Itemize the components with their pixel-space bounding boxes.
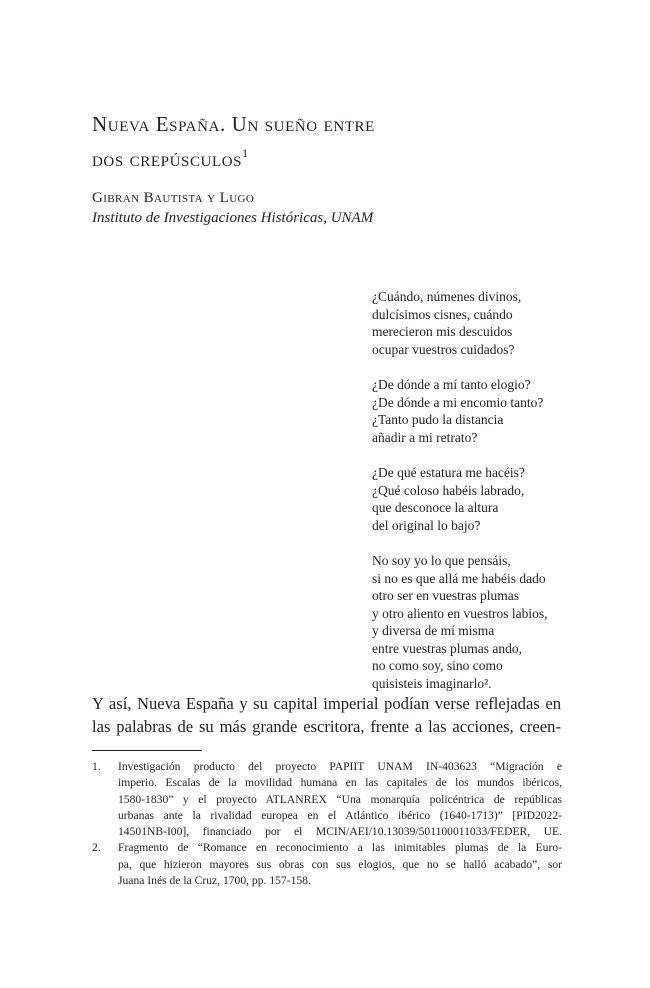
poem-line: y otro aliento en vuestros labios,	[372, 605, 548, 621]
footnote-2	[92, 840, 562, 889]
poem-line: ocupar vuestros cuidados?	[372, 341, 515, 357]
poem-stanza	[372, 376, 572, 446]
title-footnote-ref[interactable]: 1	[242, 146, 249, 160]
poem-line: No soy yo lo que pensáis,	[372, 552, 511, 568]
poem-line: ¿Cuándo, númenes divinos,	[372, 289, 522, 304]
poem-line: ¿De dónde a mí tanto elogio?	[372, 376, 531, 392]
footnote-1	[92, 759, 562, 840]
footnote-divider	[92, 750, 202, 751]
footnote-line: 1580-1830” y el proyecto ATLANREX “Una monarquía policéntrica de repúblicas	[118, 792, 562, 806]
poem-line: merecieron mis descuidos	[372, 324, 513, 340]
poem-stanza	[372, 552, 572, 693]
poem-line: no como soy, sino como	[372, 658, 503, 674]
poem-line: ¿Qué coloso habéis labrado,	[372, 482, 525, 498]
footnote-line: imperio. Escalas de la movilidad humana en las capitales de los mundos ibéricos,	[118, 776, 562, 790]
footnote-line: Investigación producto del proyecto PAPIIT UNAM IN-403623 “Migración e	[118, 760, 562, 773]
footnote-line: Juana Inés de la Cruz, 1700, pp. 157-158.	[118, 874, 311, 888]
footnote-line: urbanas ante la rivalidad europea en el Atlántico ibérico (1640-1713)” [PID2022-	[118, 808, 562, 822]
poem-line: quisisteis imaginarlo².	[372, 676, 492, 692]
author-name: Gibran Bautista y Lugo	[92, 190, 255, 206]
footnote-line: Fragmento de “Romance en reconocimiento a las inimitables plumas de la Euro-	[118, 841, 562, 855]
poem-line: ¿De qué estatura me hacéis?	[372, 464, 525, 480]
poem-stanza	[372, 464, 572, 534]
footnote-line: 14501NB-I00], financiado por el MCIN/AEI/10.13039/501100011033/FEDER, UE.	[118, 825, 562, 839]
article-title	[92, 110, 572, 174]
body-paragraph	[92, 692, 561, 738]
footnotes	[92, 759, 562, 889]
poem-line: del original lo bajo?	[372, 517, 481, 533]
poem-line: entre vuestras plumas ando,	[372, 640, 522, 656]
poem-line: ¿Tanto pudo la distancia	[372, 412, 504, 428]
footnote-line: pa, que hizieron mayores sus obras con sus elogios, que no se halló acabado”, sor	[118, 857, 562, 871]
poem-line: que desconoce la altura	[372, 500, 499, 516]
epigraph-poem	[372, 288, 572, 710]
title-line-2: dos crepúsculos	[92, 147, 243, 171]
poem-stanza	[372, 288, 572, 358]
poem-line: añadir a mi retrato?	[372, 429, 478, 445]
poem-line: dulcísimos cisnes, cuándo	[372, 306, 513, 322]
poem-line: otro ser en vuestras plumas	[372, 588, 519, 604]
body-line: las palabras de su más grande escritora, frente a las acciones, creen-	[92, 717, 561, 736]
poem-line: si no es que allá me habéis dado	[372, 570, 546, 586]
poem-line: ¿De dónde a mi encomio tanto?	[372, 394, 544, 410]
footnote-number: 1.	[92, 760, 101, 773]
body-line: Y así, Nueva España y su capital imperial podían verse reflejadas en	[92, 694, 561, 713]
title-line-1: Nueva España. Un sueño entre	[92, 112, 375, 136]
author-affiliation: Instituto de Investigaciones Históricas, UNAM	[92, 210, 374, 226]
poem-line: y diversa de mí misma	[372, 623, 495, 639]
footnote-number: 2.	[92, 841, 101, 855]
